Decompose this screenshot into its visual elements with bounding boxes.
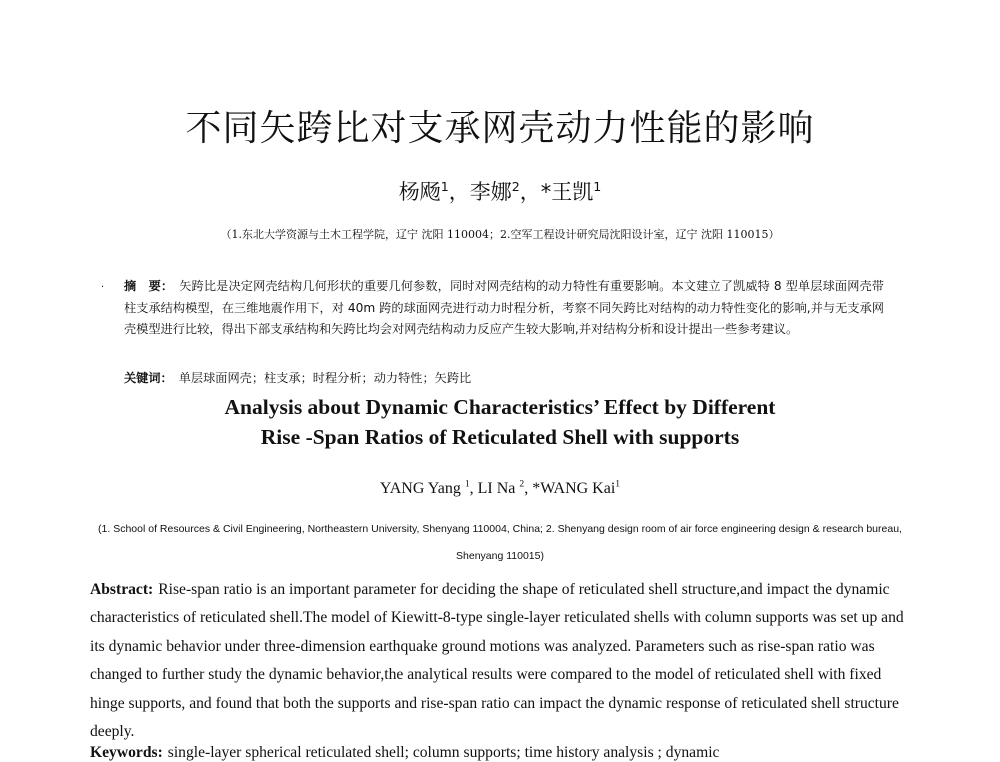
margin-dot: · [101,282,105,293]
english-keywords-label: Keywords: [90,744,163,761]
chinese-authors [0,176,1000,206]
chinese-author: *王凯$^1$ [540,179,602,204]
english-keywords-text: single-layer spherical reticulated shell; column supports; time history analysis ; dynamic [167,744,720,761]
english-title [0,392,1000,452]
english-author: LI Na $^2$, [477,478,533,497]
chinese-keywords-label: 关键词： [124,371,173,385]
english-keywords [90,744,912,762]
chinese-author: 杨飏$^1$， [398,179,470,204]
english-abstract [90,576,912,746]
english-authors [0,480,1000,498]
english-abstract-text: Rise-span ratio is an important parameter for deciding the shape of reticulated shell structure,and impact the dynamic characteristics of reticulated shell.The model of Kiewitt-8-type single-layer reticulated shells with column supports was set up and its dynamic behavior under three-dimension earthquake ground motions was analyzed. Parameters such as rise-span ratio was changed to further study the dynamic behavior,the analytical results were compared to the model of reticulated shell with fixed hinge supports, and found that both the supports and rise-span ratio can impact the dynamic response of reticulated shell structure deeply. [90,581,904,741]
english-affiliation: (1. School of Resources & Civil Engineering, Northeastern University, Shenyang 110004, China; 2. Shenyang design room of air force engineering design & research bureau, Shenyang 110015) [98,523,902,562]
english-author: YANG Yang $^1$, [379,478,478,497]
english-abstract-label: Abstract: [90,581,154,598]
chinese-keywords [124,369,884,386]
chinese-abstract [124,276,884,341]
english-title-line-1: Analysis about Dynamic Characteristics’ Effect by Different [224,395,776,419]
english-title-line-2: Rise -Span Ratios of Reticulated Shell with supports [260,425,740,449]
chinese-abstract-label: 摘 要： [124,279,174,293]
chinese-title: 不同矢跨比对支承网壳动力性能的影响 [185,108,815,149]
english-author: *WANG Kai$^1$ [532,478,621,497]
chinese-author: 李娜$^2$， [469,179,541,204]
chinese-affiliation: （1.东北大学资源与土木工程学院，辽宁 沈阳 110004；2.空军工程设计研究局沈阳设计室，辽宁 沈阳 110015） [220,228,780,241]
chinese-keywords-text: 单层球面网壳；柱支承；时程分析；动力特性；矢跨比 [178,371,472,385]
chinese-abstract-text: 矢跨比是决定网壳结构几何形状的重要几何参数，同时对网壳结构的动力特性有重要影响。本文建立了凯威特 8 型单层球面网壳带柱支承结构模型，在三维地震作用下，对 40m 跨的球面网壳进行动力时程分析，考察不同矢跨比对结构的动力特性变化的影响,并与无支承网壳模型进行比较，得出下部支承结构和矢跨比均会对网壳结构动力反应产生较大影响,并对结构分析和设计提出一些参考建议。 [124,279,884,336]
